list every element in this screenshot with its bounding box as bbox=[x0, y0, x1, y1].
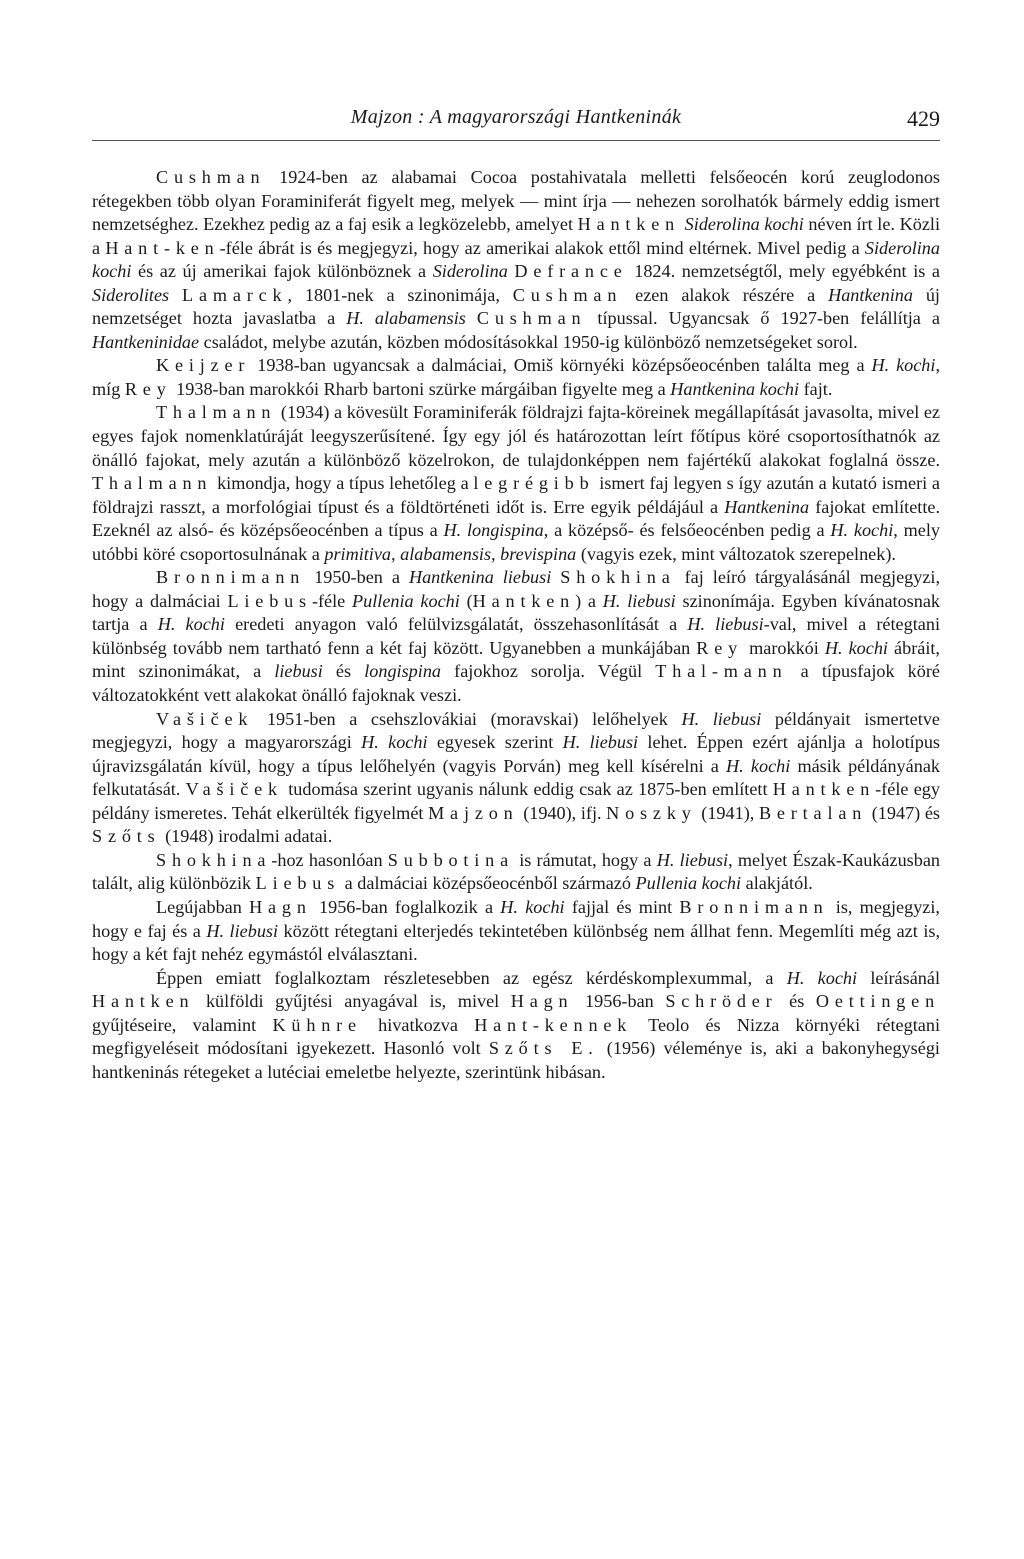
text-run: szinonímája. Egyben kívánatosnak tartja a bbox=[92, 590, 941, 635]
author-name: Lamarck bbox=[182, 284, 288, 305]
text-run: néven írt le. Közli a bbox=[92, 214, 941, 258]
author-name: Hantken bbox=[772, 779, 876, 800]
text-run: és bbox=[322, 661, 365, 682]
text-run: ezen alakok részére a bbox=[622, 284, 829, 305]
author-name: Thal-mann bbox=[655, 661, 788, 682]
text-run: -féle egy példány ismeretes. Tehát elkerülték figyelmét bbox=[92, 779, 940, 823]
taxon-name: primitiva, alabamensis, brevispina bbox=[324, 543, 577, 564]
author-name: Kühnre bbox=[272, 1014, 362, 1035]
text-run: alakjától. bbox=[741, 873, 813, 894]
author-name: Hant-ken bbox=[105, 237, 220, 258]
taxon-name: longispina bbox=[364, 661, 442, 682]
text-run: között rétegtani elterjedés tekintetében különbség nem állhat fenn. Megemlíti még azt is, hogy a két fajt nehéz egymástól elválasztani. bbox=[92, 920, 940, 965]
author-name: Hagn bbox=[249, 896, 312, 917]
text-run: leírásánál bbox=[857, 967, 940, 988]
text-run: fajokhoz sorolja. Végül bbox=[441, 661, 656, 682]
taxon-name: H. kochi bbox=[871, 355, 936, 376]
page-header bbox=[92, 100, 940, 136]
author-name: Majzon bbox=[428, 802, 519, 823]
author-name: Subbotina bbox=[387, 849, 514, 870]
text-run: , melyet Észak-Kaukázusban talált, alig különbözik bbox=[92, 849, 940, 894]
taxon-name: H. liebusi bbox=[562, 732, 639, 753]
text-run: ismert faj legyen s így azután a kutató ismeri a földrajzi rasszt, a morfológiai típust és a földtörténeti időt is. Erre egyik példájául a bbox=[92, 473, 941, 517]
taxon-name: H. liebusi bbox=[602, 590, 676, 611]
text-run bbox=[551, 567, 560, 587]
text-run: és az új amerikai fajok különböznek a bbox=[131, 261, 433, 282]
text-run bbox=[466, 308, 477, 328]
text-run: 1938-ban marokkói Rharb bartoni szürke márgáiban figyelte meg a bbox=[171, 378, 671, 399]
text-run: hivatkozva bbox=[361, 1014, 475, 1035]
author-name: Rey bbox=[124, 378, 172, 399]
text-run: 1924-ben az alabamai Cocoa postahivatala melletti felsőeocén korú zeuglodonos rétegekben több olyan Foraminiferát figyelt meg, melyek — mint írja — nehezen sorolhatók bármely eddig ismert nemzetséghez. Ezekhez pedig az a faj esik a legközelebb, amelyet bbox=[92, 167, 940, 235]
author-name: Hagn bbox=[510, 991, 574, 1012]
author-name: Shokhina bbox=[156, 849, 272, 870]
text-run: (1947) és bbox=[867, 802, 940, 823]
text-run: külföldi gyűjtési anyagával is, mivel bbox=[194, 991, 511, 1012]
taxon-name: H. kochi bbox=[500, 896, 565, 917]
taxon-name: H. kochi bbox=[726, 755, 791, 776]
taxon-name: Hantkeninidae bbox=[92, 331, 200, 352]
text-run: (vagyis ezek, mint változatok szerepelnek). bbox=[576, 543, 896, 564]
text-run: fajokat említette. Ezeknél az alsó- és középsőeocénben a típus a bbox=[92, 496, 941, 541]
taxon-name: Siderolina kochi bbox=[92, 237, 940, 282]
text-run: tudomása szerint ugyanis nálunk eddig csak az 1875-ben említett bbox=[282, 779, 773, 800]
taxon-name: liebusi bbox=[274, 661, 323, 682]
author-name: Keijzer bbox=[156, 355, 251, 376]
text-run: -val, mivel a rétegtani különbség tovább nem tartható fenn a két faj között. Ugyanebben a munkájában bbox=[92, 614, 940, 658]
author-name: Thalmann bbox=[92, 473, 213, 494]
text-run: fajt. bbox=[799, 378, 833, 399]
taxon-name: Siderolites bbox=[92, 284, 170, 305]
text-run: gyűjtéseire, valamint bbox=[92, 1014, 273, 1035]
author-name: Liebus bbox=[227, 590, 312, 611]
taxon-name: Hantkenina kochi bbox=[670, 378, 800, 399]
author-name: Noszky bbox=[606, 802, 697, 823]
author-name: Schröder bbox=[665, 991, 778, 1012]
text-run: fajjal és mint bbox=[564, 896, 680, 917]
taxon-name: Pullenia kochi bbox=[635, 873, 742, 894]
text-run: 1938-ban ugyancsak a dalmáciai, Omiš környéki középsőeocénben találta meg a bbox=[250, 355, 872, 376]
author-name: Cushman bbox=[512, 284, 623, 305]
taxon-name: H. kochi bbox=[786, 967, 858, 988]
text-run: ábráit, mint szinonimákat, a bbox=[92, 637, 940, 682]
body-paragraph bbox=[92, 896, 940, 967]
text-run: , míg bbox=[92, 355, 940, 399]
text-run: 1950-ben a bbox=[305, 567, 409, 588]
taxon-name: H. alabamensis bbox=[346, 308, 466, 329]
author-name: Oettingen bbox=[815, 991, 940, 1012]
text-run: másik példányának felkutatását. bbox=[92, 755, 940, 800]
text-run: (1941), bbox=[696, 802, 759, 823]
taxon-name: Pullenia kochi bbox=[352, 590, 460, 611]
author-name: Rey bbox=[696, 637, 744, 658]
author-name: Cushman bbox=[476, 308, 587, 329]
taxon-name: Hantkenina bbox=[724, 496, 810, 517]
text-run: a dalmáciai középsőeocénből származó bbox=[340, 873, 636, 894]
body-paragraph bbox=[92, 354, 940, 401]
text-run: (1948) irodalmi adatai. bbox=[160, 826, 333, 847]
taxon-name: Hantkenina bbox=[828, 284, 913, 305]
text-run: Éppen emiatt foglalkoztam részletesebben az egész kérdéskomplexummal, a bbox=[156, 967, 787, 988]
text-run: is rámutat, hogy a bbox=[513, 849, 657, 870]
author-name: Liebus bbox=[255, 873, 341, 894]
taxon-name: Siderolina bbox=[432, 261, 508, 282]
taxon-name: H. kochi bbox=[157, 614, 225, 635]
taxon-name: H. kochi bbox=[830, 520, 894, 541]
author-name: Bertalan bbox=[758, 802, 868, 823]
body-paragraph bbox=[92, 967, 940, 1085]
text-run: egyesek szerint bbox=[427, 732, 563, 753]
author-name: Szőts E. bbox=[488, 1038, 599, 1059]
page-number: 429 bbox=[907, 106, 940, 131]
running-title: Majzon : A magyarországi Hantkeninák bbox=[350, 106, 682, 128]
taxon-name: H. liebusi bbox=[681, 708, 762, 729]
text-run bbox=[169, 285, 182, 305]
text-run: ( bbox=[459, 590, 473, 611]
text-run: eredeti anyagon való felülvizsgálatát, összehasonlítását a bbox=[224, 614, 688, 635]
text-run: (1940), ifj. bbox=[518, 802, 607, 823]
author-name: Hantken bbox=[92, 991, 195, 1012]
author-name: Vašiček bbox=[185, 779, 283, 800]
author-name: Bronnimann bbox=[679, 896, 829, 917]
taxon-name: H. liebusi bbox=[656, 849, 729, 870]
text-run: típussal. Ugyancsak ő 1927-ben felállítja a bbox=[586, 308, 940, 329]
author-name: Bronnimann bbox=[156, 567, 306, 588]
text-run: -hoz hasonlóan bbox=[271, 849, 388, 870]
author-name: Shokhina bbox=[560, 567, 676, 588]
text-run: , 1801-nek a szinonimája, bbox=[287, 284, 513, 305]
text-run: -féle bbox=[311, 590, 353, 611]
body-paragraph bbox=[92, 566, 940, 707]
author-name: Hantken bbox=[577, 214, 681, 235]
text-run: új nemzetséget hozta javaslatba a bbox=[92, 284, 940, 329]
author-name: Thalmann bbox=[156, 402, 277, 423]
taxon-name: Siderolina kochi bbox=[684, 214, 804, 235]
taxon-name: Hantkenina liebusi bbox=[408, 567, 552, 588]
body-paragraph bbox=[92, 401, 940, 566]
text-run: 1956-ban bbox=[573, 991, 666, 1012]
body-paragraph bbox=[92, 708, 940, 849]
text-run: Teolo és Nizza környéki rétegtani megfigyeléseit módosítani igyekezett. Hasonló volt bbox=[92, 1014, 940, 1059]
text-run: 1956-ban foglalkozik a bbox=[311, 896, 501, 917]
text-run: (1956) véleménye is, aki a bakonyhegységi hantkeninás rétegeket a lutéciai emeletbe helyezte, szerintünk hibásan. bbox=[92, 1038, 940, 1082]
author-name: Hantken bbox=[472, 590, 576, 611]
body-text bbox=[92, 166, 940, 1084]
text-run: lehet. Éppen ezért ajánlja a holotípus újravizsgálatán kívül, hogy a típus lelőhelyén (vagyis Porván) meg kell kísérelni a bbox=[92, 732, 940, 776]
text-run: családot, melybe azután, közben módosításokkal 1950-ig különböző nemzetségeket sorol. bbox=[199, 331, 858, 352]
body-paragraph bbox=[92, 166, 940, 354]
taxon-name: H. liebusi bbox=[687, 614, 764, 635]
taxon-name: H. kochi bbox=[824, 637, 888, 658]
text-run: (1934) a kövesült Foraminiferák földrajzi fajta-köreinek megállapítását javasolta, mivel ez egyes fajok nomenklatúráját leegyszerűsítené. Így egy jól és határozottan leírt főtípus köré csoportosíthatnók az önálló fajokat, mely azután a különböző közelrokon, de tulajdonképpen nem fajértékű alakokat foglalná össze. bbox=[92, 402, 940, 470]
text-run: 1951-ben a csehszlovákiai (moravskai) lelőhelyek bbox=[253, 708, 682, 729]
text-run: kimondja, hogy a típus lehetőleg a bbox=[212, 473, 474, 494]
text-run: faj leíró tárgyalásánál megjegyzi, hogy a dalmáciai bbox=[92, 567, 941, 611]
author-name: legrégibb bbox=[473, 473, 595, 494]
text-run: és bbox=[777, 991, 816, 1012]
author-name: Defrance bbox=[514, 261, 628, 282]
text-run: , mely utóbbi köré csoportosulnának a bbox=[92, 520, 940, 564]
author-name: Cushman bbox=[156, 167, 266, 187]
text-run: 1824. nemzetségtől, mely egyébként is a bbox=[627, 261, 941, 282]
text-run: példányait ismertetve megjegyzi, hogy a magyarországi bbox=[92, 708, 940, 753]
body-paragraph bbox=[92, 849, 940, 896]
text-run: , a középső- és felsőeocénben pedig a bbox=[543, 520, 831, 541]
taxon-name: H. kochi bbox=[361, 732, 428, 753]
text-run: is, megjegyzi, hogy e faj és a bbox=[92, 896, 940, 941]
author-name: Hant-kennek bbox=[474, 1014, 633, 1035]
text-run: a típusfajok köré változatokként vett alakokat önálló fajoknak veszi. bbox=[92, 661, 941, 706]
text-run: ) a bbox=[575, 590, 603, 611]
author-name: Szőts bbox=[92, 826, 161, 847]
text-run: Legújabban bbox=[156, 896, 250, 917]
taxon-name: H. liebusi bbox=[206, 920, 279, 941]
text-run: marokkói bbox=[743, 637, 825, 658]
taxon-name: H. longispina bbox=[443, 520, 544, 541]
header-rule bbox=[92, 140, 940, 141]
author-name: Vašiček bbox=[156, 708, 254, 729]
text-run: -féle ábrát is és megjegyzi, hogy az amerikai alakok ettől mind eltérnek. Mivel pedig a bbox=[219, 237, 865, 258]
